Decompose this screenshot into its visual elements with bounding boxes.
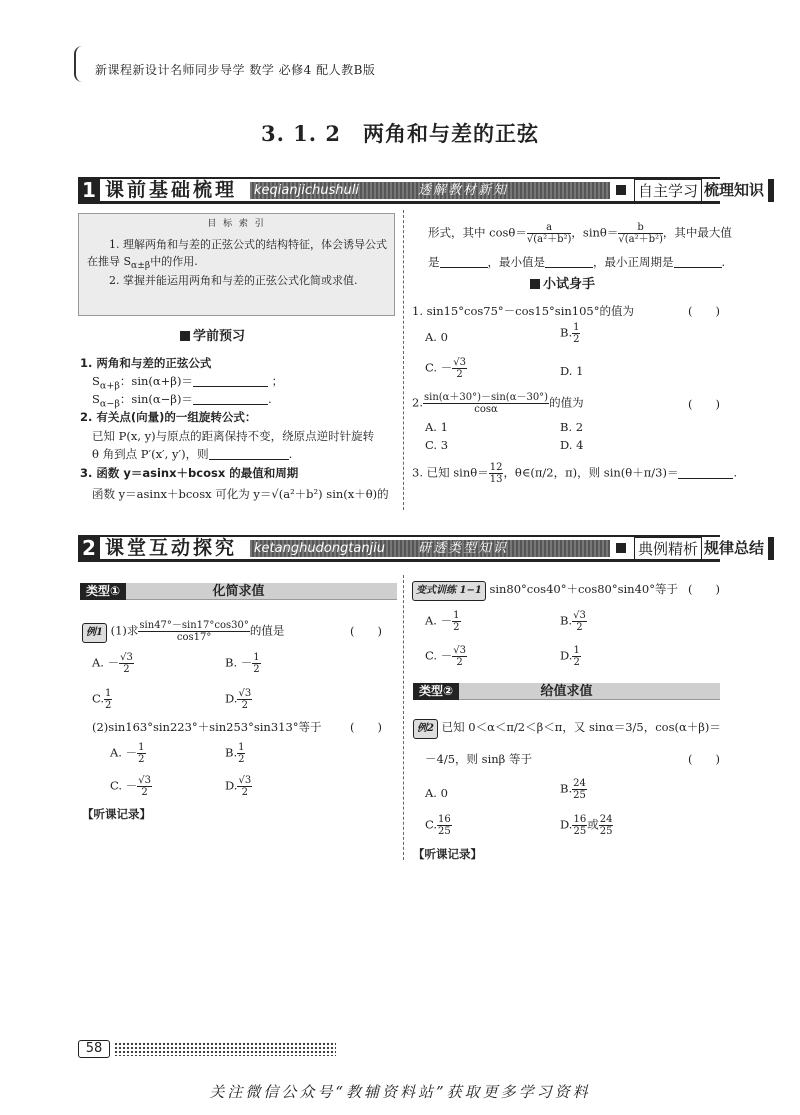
section-tag-2: 梳理知识 <box>704 179 774 202</box>
s-text: ：sin(α−β)＝ <box>119 392 193 406</box>
page-number-block <box>78 1040 258 1060</box>
goal-index-box <box>78 213 395 316</box>
q1-option-d[interactable]: D. 1 <box>560 364 584 378</box>
fraction <box>572 778 587 801</box>
ex1b-option-b[interactable] <box>225 742 245 765</box>
section-pinyin: ketanghudongtanjiu <box>254 541 386 556</box>
num: √3 <box>453 357 466 368</box>
den: 2 <box>456 369 463 380</box>
var-option-b[interactable] <box>560 610 587 633</box>
s-sub: α−β <box>99 398 120 410</box>
opt: B. － <box>225 655 253 670</box>
pre-line-6-text: θ 角到点 P′(x′, y′)，则 <box>92 447 209 461</box>
opt: ，θ∈(π/2，π)，则 sin(θ＋π/3)＝ <box>503 465 679 480</box>
type-title: 化简求值 <box>212 584 265 599</box>
ex1-option-c[interactable] <box>92 688 112 711</box>
num: 24 <box>599 814 613 825</box>
q2-option-d[interactable]: D. 4 <box>560 438 584 452</box>
opt: (1)求 <box>110 623 139 638</box>
right-line-2: 是 ，最小值是 ，最小正周期是 . <box>428 255 726 269</box>
opt: 的值为 <box>549 395 584 410</box>
num: 24 <box>573 778 586 789</box>
opt: B. <box>225 745 238 760</box>
ex2-option-a[interactable]: A. 0 <box>425 786 448 800</box>
page-number: 58 <box>78 1040 110 1058</box>
example-badge: 例1 <box>82 623 107 643</box>
opt: A. － <box>110 745 138 760</box>
den: 2 <box>241 787 249 798</box>
opt: C. － <box>425 648 453 663</box>
section-tag-2: 规律总结 <box>704 537 774 560</box>
answer-paren: ( ) <box>688 397 720 411</box>
fraction <box>452 610 460 633</box>
fraction <box>452 645 467 668</box>
pre-line-1: 1. 两角和与差的正弦公式 <box>80 356 212 370</box>
section-pinyin: keqianjichushuli <box>254 183 359 198</box>
den: 25 <box>438 826 451 837</box>
ex1b-option-d[interactable] <box>225 775 252 798</box>
var-option-c[interactable] <box>425 645 467 668</box>
fraction <box>137 775 152 798</box>
answer-paren: ( ) <box>688 752 720 766</box>
type-label: 类型① <box>80 583 126 600</box>
fraction <box>237 688 252 711</box>
den: √(a²＋b²) <box>526 234 572 245</box>
num: √3 <box>138 775 151 786</box>
section-number: 1 <box>78 179 100 202</box>
try-heading-text: 小试身手 <box>543 277 596 292</box>
example-badge: 例2 <box>413 719 438 739</box>
opt: B. <box>560 781 573 796</box>
pre-line-5: 已知 P(x, y)与原点的距离保持不变，绕原点逆时针旋转 <box>92 429 375 443</box>
den: 2 <box>141 787 148 798</box>
fraction <box>104 688 112 711</box>
fraction <box>489 462 504 485</box>
box-icon <box>180 331 190 341</box>
section-slogan: 透解教材新知 <box>418 183 509 198</box>
right-line-1 <box>428 222 732 245</box>
goal-item-1-tail: 中的作用. <box>150 255 198 268</box>
opt: B. <box>560 613 573 628</box>
s-label: S <box>92 392 100 406</box>
type-label: 类型② <box>413 683 459 700</box>
fraction <box>237 742 245 765</box>
goal-item-1-text: 1. 理解两角和与差的正弦公式的结构特征，体会诱导公式在推导 S <box>87 238 387 268</box>
num: 1 <box>138 742 145 753</box>
pre-line-3: $S_{\alpha-\beta}$：sin(α−β)＝ . <box>92 392 272 410</box>
den: 2 <box>241 700 249 711</box>
opt: D. <box>560 648 573 663</box>
opt: sin80°cos40°＋cos80°sin40°等于 <box>489 582 678 596</box>
q1-option-c[interactable] <box>425 357 467 380</box>
opt: D. <box>560 817 573 832</box>
num: √3 <box>120 652 133 663</box>
box-icon <box>530 279 540 289</box>
section-slogan: 研透类型知识 <box>418 541 509 556</box>
ex1-option-b[interactable] <box>225 652 261 675</box>
dot-pattern <box>114 1042 336 1056</box>
q2-option-b[interactable]: B. 2 <box>560 420 584 434</box>
fraction <box>572 814 587 837</box>
goal-caption: 目 标 索 引 <box>207 219 266 229</box>
goal-subscript: α±β <box>131 260 151 272</box>
square-icon <box>616 543 626 553</box>
r-text: ，最小值是 <box>487 255 545 269</box>
q2-option-c[interactable]: C. 3 <box>425 438 449 452</box>
opt: C. <box>92 691 105 706</box>
num: √3 <box>238 775 252 786</box>
den: 2 <box>456 657 463 668</box>
answer-paren: ( ) <box>688 304 720 318</box>
section-number: 2 <box>78 537 100 560</box>
var-option-a[interactable] <box>425 610 461 633</box>
num: 1 <box>253 652 260 663</box>
opt: A. － <box>425 613 453 628</box>
opt: 已知 0＜α＜π/2＜β＜π，又 sinα＝3/5，cos(α＋β)＝ <box>441 720 721 734</box>
variant-badge: 变式训练 1−1 <box>412 581 486 601</box>
pre-study-heading-text: 学前预习 <box>193 329 246 344</box>
blank-field[interactable] <box>440 256 488 268</box>
opt: C. <box>425 817 438 832</box>
goal-item-1 <box>87 236 387 274</box>
page-title: 3. 1. 2 两角和与差的正弦 <box>260 121 540 146</box>
column-divider <box>403 210 404 510</box>
den: 25 <box>573 790 586 801</box>
r-text: ，最小正周期是 <box>593 255 674 269</box>
section-band-2 <box>78 535 765 562</box>
fraction <box>572 610 587 633</box>
q3-stem: 3. 已知 sinθ＝ $\frac{12}{13}$ ，θ∈(π/2，π)，则 sin(θ＋π/3)＝ . <box>412 462 738 485</box>
running-header: 新课程新设计名师同步导学 数学 必修4 配人教B版 <box>95 63 376 77</box>
den: 2 <box>576 622 583 633</box>
fraction <box>437 814 452 837</box>
fraction <box>137 742 145 765</box>
pre-study-heading <box>180 328 245 346</box>
r-text: ，其中最大值 <box>662 225 732 240</box>
den: 25 <box>573 826 587 837</box>
q2-option-a[interactable]: A. 1 <box>425 420 448 434</box>
pre-line-6: θ 角到点 P′(x′, y′)，则 . <box>92 447 293 461</box>
section-title: 课堂互动探究 <box>105 537 238 559</box>
footer-note: 关注微信公众号“教辅资料站”获取更多学习资料 <box>209 1083 591 1101</box>
num: √3 <box>453 645 466 656</box>
den: 2 <box>138 754 145 765</box>
try-heading <box>530 276 595 294</box>
ex2-option-c[interactable] <box>425 814 452 837</box>
fraction <box>618 222 663 245</box>
s-text: ：sin(α+β)＝ <box>119 374 193 388</box>
s-sub: α+β <box>99 380 120 392</box>
example-2-stem <box>413 718 721 739</box>
q1-option-b[interactable] <box>560 322 580 345</box>
pre-line-7: 3. 函数 y＝asinx＋bcosx 的最值和周期 <box>80 466 299 480</box>
variant-1-1 <box>412 580 678 601</box>
num: 1 <box>453 610 460 621</box>
blank-field[interactable] <box>678 467 733 479</box>
ex1b-option-a[interactable] <box>110 742 146 765</box>
num: 1 <box>105 688 112 699</box>
opt: B. <box>560 325 573 340</box>
square-icon <box>616 185 626 195</box>
blank-field[interactable] <box>545 256 593 268</box>
num: 16 <box>438 814 451 825</box>
fraction <box>572 322 580 345</box>
num: sin(α＋30°)－sin(α－30°) <box>423 392 549 403</box>
answer-paren: ( ) <box>350 624 382 638</box>
q1-stem: 1. sin15°cos75°－cos15°sin105°的值为 <box>412 304 634 318</box>
opt: D. <box>225 778 238 793</box>
num: a <box>527 222 572 234</box>
opt: 2. <box>412 395 423 410</box>
r-text: 形式，其中 cosθ＝ <box>428 225 527 240</box>
fraction <box>572 645 580 668</box>
opt: D. <box>225 691 238 706</box>
opt: 3. 已知 sinθ＝ <box>412 465 489 480</box>
fraction <box>423 392 549 415</box>
den: 2 <box>253 664 260 675</box>
fraction <box>599 814 614 837</box>
answer-paren: ( ) <box>350 720 382 734</box>
blank-field[interactable] <box>209 448 289 460</box>
opt: C. － <box>110 778 138 793</box>
blank-field[interactable] <box>674 256 722 268</box>
fraction <box>119 652 134 675</box>
pre-line-2: $S_{\alpha+\beta}$：sin(α+β)＝ ； <box>92 374 284 392</box>
var-option-d[interactable] <box>560 645 581 668</box>
ex2-option-b[interactable] <box>560 778 587 801</box>
fraction <box>452 357 467 380</box>
pre-line-4: 2. 有关点(向量)的一组旋转公式： <box>80 410 257 424</box>
den: 2 <box>238 754 245 765</box>
num: sin47°－sin17°cos30° <box>139 620 249 631</box>
den: cos17° <box>176 632 212 643</box>
fraction <box>237 775 252 798</box>
num: √3 <box>238 688 252 699</box>
column-divider <box>403 575 404 860</box>
den: 25 <box>599 826 613 837</box>
den: 2 <box>105 700 112 711</box>
opt: 的值是 <box>249 623 285 638</box>
opt: C. － <box>425 360 453 375</box>
lecture-notes-label: 【听课记录】 <box>413 847 482 861</box>
ex1-option-d[interactable] <box>225 688 252 711</box>
ex1-option-a[interactable] <box>92 652 134 675</box>
q2-stem <box>412 392 584 415</box>
opt: A. － <box>92 655 120 670</box>
num: √3 <box>573 610 586 621</box>
section-title: 课前基础梳理 <box>105 179 238 201</box>
section-band-1 <box>78 177 765 204</box>
q1-option-a[interactable]: A. 0 <box>425 330 448 344</box>
num: 1 <box>238 742 245 753</box>
section-tag-1: 典例精析 <box>634 537 702 562</box>
pre-line-8: 函数 y＝asinx＋bcosx 可化为 y＝√(a²＋b²) sin(x＋θ)的 <box>92 487 389 501</box>
num: 12 <box>489 462 503 473</box>
den: 2 <box>453 622 460 633</box>
fraction <box>138 620 249 643</box>
r-text: ，sinθ＝ <box>571 225 619 240</box>
den: 2 <box>123 664 130 675</box>
den: 2 <box>573 334 580 345</box>
answer-paren: ( ) <box>688 582 720 596</box>
blank-field[interactable] <box>193 375 268 387</box>
ex2-option-d[interactable] <box>560 814 613 837</box>
r-text: 是 <box>428 255 440 269</box>
type-2-bar <box>413 683 720 700</box>
lecture-notes-label: 【听课记录】 <box>82 807 151 821</box>
blank-field[interactable] <box>193 393 268 405</box>
ex1b-option-c[interactable] <box>110 775 152 798</box>
section-tag-1: 自主学习 <box>634 179 702 204</box>
den: cosα <box>474 404 498 415</box>
s-label: S <box>92 374 100 388</box>
num: 16 <box>573 814 587 825</box>
type-title: 给值求值 <box>540 684 593 699</box>
fraction <box>252 652 260 675</box>
num: 1 <box>573 645 580 656</box>
example-1-part-2: (2)sin163°sin223°＋sin253°sin313°等于 <box>92 720 322 734</box>
fraction <box>527 222 572 245</box>
den: 13 <box>489 474 503 485</box>
example-2-stem-2: －4/5，则 sinβ 等于 <box>425 752 532 766</box>
example-1-stem <box>82 620 284 643</box>
goal-item-2: 2. 掌握并能运用两角和与差的正弦公式化简或求值. <box>109 274 358 287</box>
opt: 或 <box>587 817 599 832</box>
num: b <box>618 222 663 234</box>
left-bracket-decoration <box>74 46 84 82</box>
den: 2 <box>573 657 580 668</box>
type-1-bar <box>80 583 397 600</box>
den: √(a²＋b²) <box>618 234 663 245</box>
num: 1 <box>573 322 580 333</box>
